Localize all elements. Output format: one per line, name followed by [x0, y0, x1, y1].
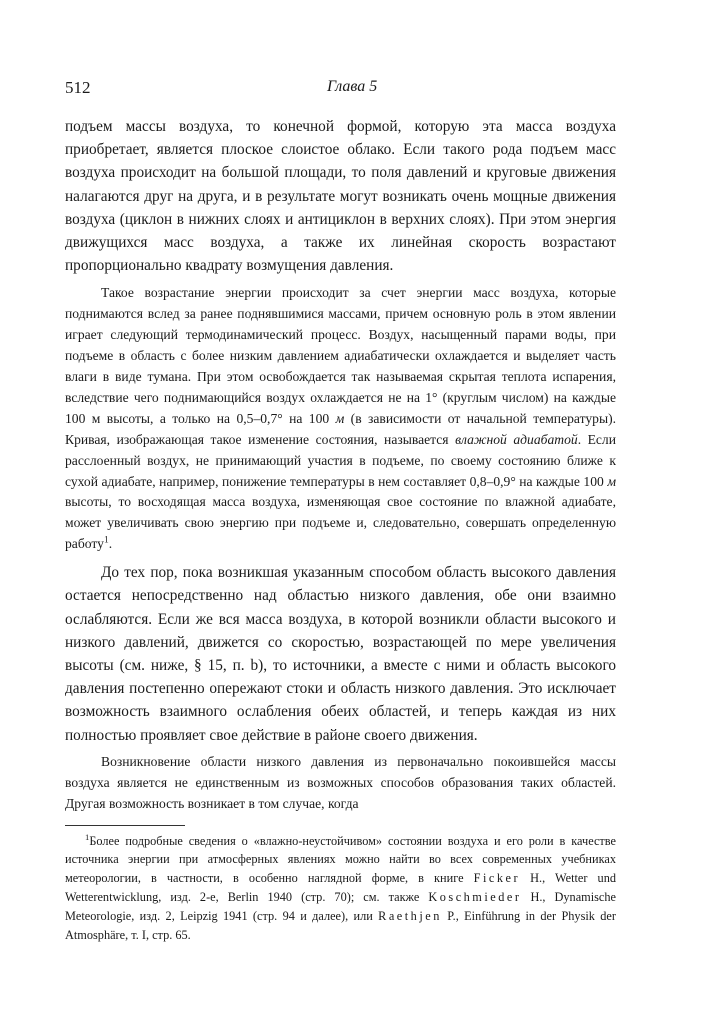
footnote-marker: 1: [85, 831, 90, 842]
paragraph-2: [65, 283, 616, 555]
unit-meter: м: [335, 410, 345, 426]
footnote-reference[interactable]: 1: [103, 535, 109, 546]
running-head: [65, 78, 612, 102]
page-number: 512: [65, 78, 91, 97]
chapter-title: Глава 5: [327, 78, 378, 95]
paragraph-3: До тех пор, пока возникшая указанным способом область высокого давления остается непосредственно над областью низкого давления, обе они взаимно ослабляются. Если же вся масса воздуха, в которой возникли области высокого и низкого давлений, движется со скоростью, возрастающей по мере увеличения высоты (см. ниже, § 15, п. b), то источники, а вместе с ними и область высокого давления постепенно опережают стоки и область низкого давления. Это исключает возможность взаимного ослабления обеих областей, и теперь каждая из них полностью проявляет свое действие в районе своего движения.: [65, 564, 616, 744]
footnote-author-2: Koschmieder: [428, 889, 522, 904]
footnote-text-4: P., Einführung in der Physik der Atmosphäre, т. I, стр. 65.: [65, 908, 616, 942]
footnote-text-2: H., Wetter und Wetterentwicklung, изд. 2-е, Berlin 1940 (стр. 70); см. также: [65, 871, 616, 904]
footnote-text-3: H., Dynamische Meteorologie, изд. 2, Leipzig 1941 (стр. 94 и далее), или: [65, 889, 616, 923]
footnote-divider: [65, 825, 185, 826]
unit-meter-2: м: [607, 473, 616, 489]
footnote-author-1: Ficker: [473, 871, 521, 886]
paragraph-2-part-c: . Если расслоенный воздух, не принимающий участия в подъеме, по своему состоянию ближе к сухой адиабате, например, понижение температуры в нем составляет 0,8–0,9° на каждые 100: [65, 431, 616, 489]
paragraph-2-part-d: высоты, то восходящая масса воздуха, изменяющая свое состояние по влажной адиабате, может увеличивать свою энергию при подъеме и, следовательно, совершать определенную работу: [65, 494, 616, 552]
footnote-author-3: Raethjen: [378, 908, 442, 923]
body-text: [65, 115, 616, 944]
paragraph-2-end: .: [108, 536, 113, 552]
paragraph-4: Возникновение области низкого давления из первоначально покоившейся массы воздуха является не единственным из возможных способов образования таких областей. Другая возможность возникает в том случае, когда: [65, 753, 616, 811]
paragraph-1: подъем массы воздуха, то конечной формой, которую эта масса воздуха приобретает, является плоское слоистое облако. Если такого рода подъем масс воздуха происходит на большой площади, то поля давлений и круговые движения налагаются друг на друга, и в результате могут возникать очень мощные движения воздуха (циклон в нижних слоях и антициклон в верхних слоях). При этом энергия движущихся масс воздуха, а также их линейная скорость возрастают пропорционально квадрату возмущения давления.: [65, 118, 616, 275]
footnote-text-1: Более подробные сведения о «влажно-неустойчивом» состоянии воздуха и его роли в качестве источника энергии при атмосферных явлениях можно найти во всех современных учебниках метеорологии, в частности, в особенно наглядной форме, в книге: [65, 833, 616, 886]
term-wet-adiabat: влажной адиабатой: [455, 431, 578, 447]
paragraph-2-part-a: Такое возрастание энергии происходит за счет энергии масс воздуха, которые поднимаются вслед за ранее поднявшимися массами, причем основную роль в этом явлении играет следующий термодинамический процесс. Воздух, насыщенный парами воды, при подъеме в область с более низким давлением адиабатически охлаждается и выделяет часть влаги в виде тумана. При этом освобождается так называемая скрытая теплота испарения, вследствие чего поднимающийся воздух охлаждается не на 1° (круглым числом) на каждые 100 м высоты, а только на 0,5–0,7° на 100: [65, 285, 616, 426]
paragraph-2-part-b: (в зависимости от начальной температуры). Кривая, изображающая такое изменение состояния, называется: [65, 410, 617, 447]
footnote: [65, 832, 616, 945]
